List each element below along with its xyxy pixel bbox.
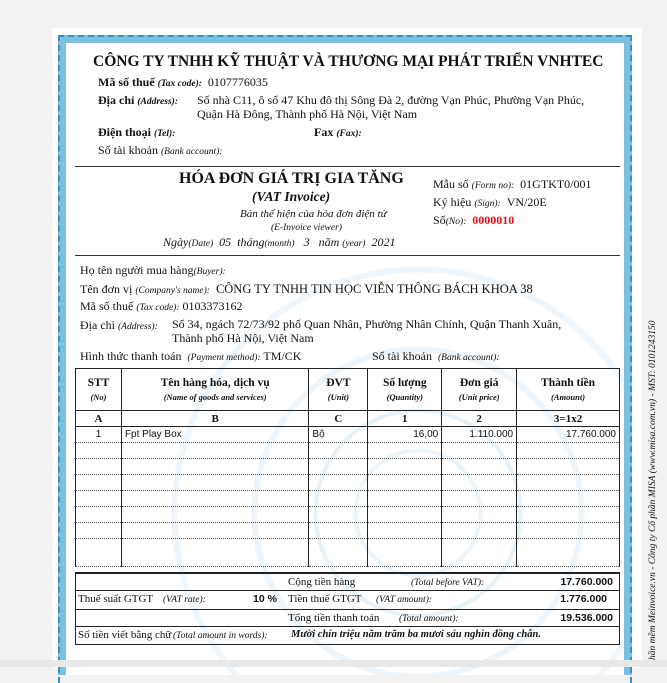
sign-label-en: (Sign): [474, 199, 501, 209]
cell-name: Fpt Play Box [121, 427, 308, 443]
buyer-bank-label-en: (Bank account): [438, 353, 500, 363]
header-unit-price: Đơn giá (Unit price) [442, 369, 517, 411]
total-value: 19.536.000 [560, 612, 613, 624]
buyer-name-label-en: (Buyer): [193, 267, 226, 277]
buyer-name-label: Họ tên người mua hàng [80, 263, 194, 277]
cell-quantity: 16,00 [368, 427, 442, 443]
amount-in-words: Mười chín triệu năm trăm ba mươi sáu nghìn đồng chẵn. [291, 629, 541, 640]
code: 3=1x2 [517, 411, 620, 427]
words-row [76, 627, 619, 644]
cell-unit: Bộ [309, 427, 368, 443]
year-label-en: (year) [342, 239, 366, 249]
table-header [76, 369, 620, 411]
cell-amount: 17.760.000 [517, 427, 620, 443]
seller-address-label: Địa chỉ [98, 93, 135, 107]
empty-row [76, 539, 620, 567]
payment-method: TM/CK [263, 349, 302, 363]
vat-rate-label: Thuế suất GTGT [78, 593, 154, 605]
payment-label-en: (Payment method): [187, 353, 261, 363]
vat-row [76, 591, 619, 610]
subtotal-value: 17.760.000 [560, 576, 613, 588]
buyer-company-label-en: (Company's name): [135, 286, 210, 296]
empty-row [76, 459, 620, 475]
seller-fax-label: Fax [314, 125, 334, 139]
buyer-address-2: Thành phố Hà Nội, Việt Nam [172, 331, 314, 345]
seller-bank-label-en: (Bank account): [161, 147, 223, 157]
seller-tax-label: Mã số thuế [98, 75, 155, 89]
buyer-company: CÔNG TY TNHH TIN HỌC VIỄN THÔNG BÁCH KHOA 38 [215, 282, 533, 296]
vat-label: Tiền thuế GTGT [288, 593, 362, 605]
total-label-en: (Total amount): [399, 614, 459, 624]
items-table [75, 368, 620, 567]
table-row [76, 427, 620, 443]
year-label: năm [318, 235, 340, 249]
seller-tel-label-en: (Tel): [154, 129, 176, 139]
invoice-viewer-en: (E-Invoice viewer) [271, 223, 342, 233]
invoice-number: 0000010 [472, 213, 515, 227]
empty-row [76, 491, 620, 507]
buyer-address-1: Số 34, ngách 72/73/92 phố Quan Nhân, Phường Nhân Chính, Quận Thanh Xuân, [172, 317, 562, 331]
seller-fax-label-en: (Fax): [336, 129, 362, 139]
sign-label: Ký hiệu [433, 195, 472, 209]
buyer-address-label: Địa chỉ [80, 318, 115, 332]
buyer-company-label: Tên đơn vị [80, 282, 133, 296]
form-label: Mẫu số [433, 177, 469, 191]
code: B [121, 411, 308, 427]
subtotal-label: Cộng tiền hàng [288, 576, 356, 588]
header-name: Tên hàng hóa, dịch vụ (Name of goods and services) [121, 369, 308, 411]
header-unit: ĐVT (Unit) [309, 369, 368, 411]
no-label: Số [433, 213, 446, 227]
viewer-bottom-bar [0, 660, 667, 667]
vat-rate: 10 % [253, 593, 277, 605]
software-note: hần mềm Meinvoice.vn - Công ty Cổ phần MISA (www.misa.com.vn) - MST: 0101243150 [648, 320, 658, 660]
header-quantity: Số lượng (Quantity) [368, 369, 442, 411]
empty-row [76, 475, 620, 491]
header-no: STT (No) [76, 369, 122, 411]
total-row [76, 610, 619, 627]
vat-rate-label-en: (VAT rate): [163, 595, 206, 605]
invoice-title: HÓA ĐƠN GIÁ TRỊ GIA TĂNG [179, 170, 404, 187]
form-no: 01GTKT0/001 [520, 177, 592, 191]
no-label-en: (No): [445, 217, 467, 227]
payment-label: Hình thức thanh toán [80, 349, 182, 363]
code: A [76, 411, 122, 427]
vat-label-en: (VAT amount): [376, 595, 433, 605]
subtotal-label-en: (Total before VAT): [411, 578, 485, 588]
cell-no: 1 [76, 427, 122, 443]
code: C [309, 411, 368, 427]
divider [75, 255, 620, 256]
buyer-tax-code: 0103373162 [182, 299, 243, 313]
buyer-bank-label: Số tài khoản [372, 349, 432, 363]
month-label-en: (month) [264, 239, 295, 249]
sign-value: VN/20E [506, 195, 547, 209]
seller-bank-label: Số tài khoản [98, 143, 158, 157]
code: 1 [368, 411, 442, 427]
empty-row [76, 507, 620, 523]
subtotal-row [76, 574, 619, 591]
total-label: Tổng tiền thanh toán [288, 612, 380, 624]
buyer-tax-label: Mã số thuế [80, 299, 134, 313]
empty-row [76, 443, 620, 459]
invoice-date [163, 235, 395, 250]
date-label-en: (Date) [188, 239, 214, 249]
date-year: 2021 [371, 235, 396, 249]
date-label: Ngày [163, 235, 189, 249]
words-label-en: (Total amount in words): [173, 631, 268, 641]
date-day: 05 [219, 235, 232, 249]
buyer-tax-label-en: (Tax code): [136, 303, 180, 313]
empty-row [76, 523, 620, 539]
seller-tax-code: 0107776035 [207, 75, 268, 89]
seller-address-2: Quận Hà Đông, Thành phố Hà Nội, Việt Nam [197, 107, 418, 121]
words-label: Số tiền viết bằng chữ [78, 629, 172, 641]
divider [75, 166, 620, 167]
column-codes [76, 411, 620, 427]
form-label-en: (Form no): [471, 181, 515, 191]
seller-tel-label: Điện thoại [98, 125, 152, 139]
date-month: 3 [303, 235, 310, 249]
cell-unit-price: 1.110.000 [442, 427, 517, 443]
header-amount: Thành tiền (Amount) [517, 369, 620, 411]
seller-address-1: Số nhà C11, ô số 47 Khu đô thị Sông Đà 2, đường Vạn Phúc, Phường Vạn Phúc, [197, 93, 585, 107]
seller-tax-label-en: (Tax code): [157, 79, 202, 89]
vat-value: 1.776.000 [560, 593, 607, 605]
totals-section [75, 572, 620, 645]
month-label: tháng [237, 235, 265, 249]
code: 2 [442, 411, 517, 427]
invoice-subtitle: (VAT Invoice) [252, 189, 331, 204]
invoice-viewer: Bản thể hiện của hóa đơn điện tử [240, 208, 387, 220]
seller-address-label-en: (Address): [137, 97, 178, 107]
buyer-address-label-en: (Address): [118, 322, 158, 332]
seller-name: CÔNG TY TNHH KỸ THUẬT VÀ THƯƠNG MẠI PHÁT TRIỂN VNHTEC [93, 53, 604, 70]
